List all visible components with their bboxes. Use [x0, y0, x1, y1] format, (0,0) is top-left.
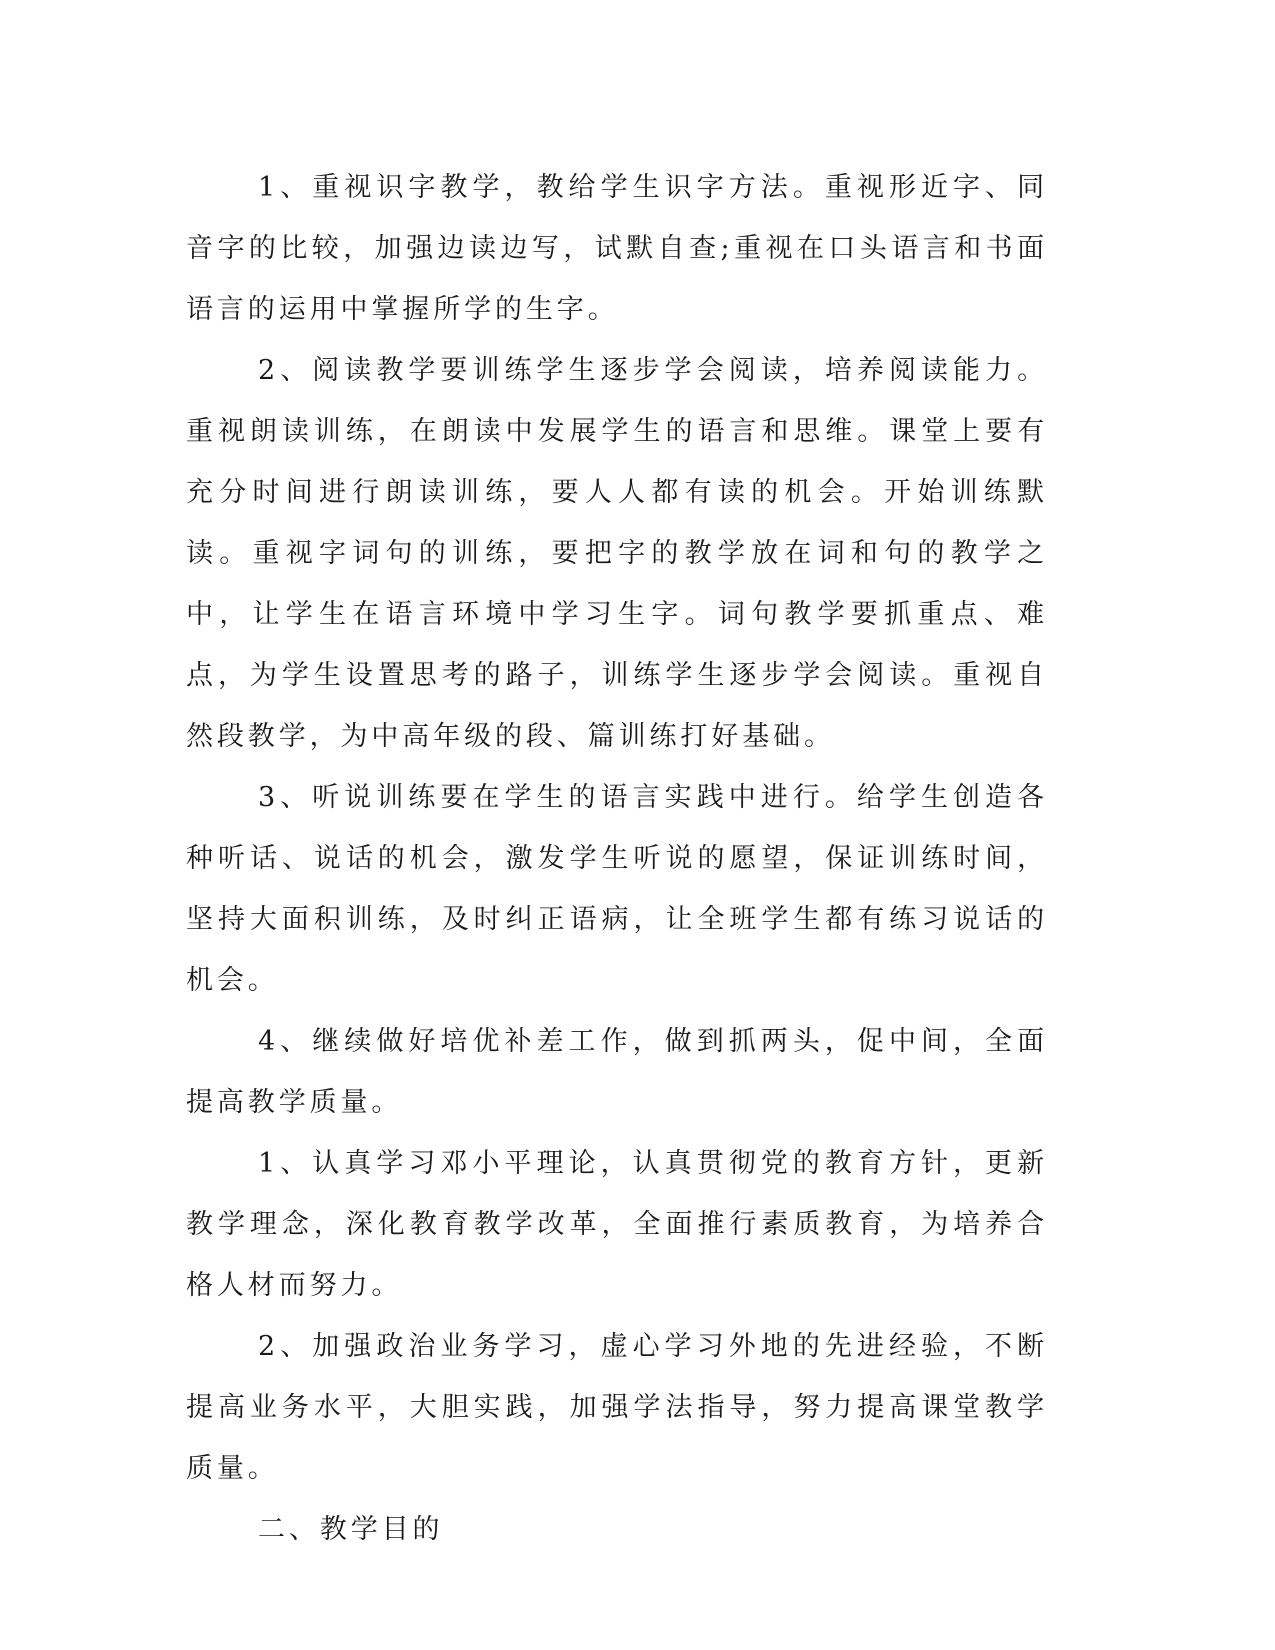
- paragraph-theory-study: 1、认真学习邓小平理论，认真贯彻党的教育方针，更新教学理念，深化教育教学改革，全面推行素质教育，为培养合格人材而努力。: [186, 1148, 1048, 1301]
- paragraph-listening-speaking: 3、听说训练要在学生的语言实践中进行。给学生创造各种听话、说话的机会，激发学生听说的愿望，保证训练时间，坚持大面积训练，及时纠正语病，让全班学生都有练习说话的机会。: [186, 782, 1048, 996]
- body-text: [186, 157, 1048, 1560]
- paragraph-professional-study: 2、加强政治业务学习，虚心学习外地的先进经验，不断提高业务水平，大胆实践，加强学法指导，努力提高课堂教学质量。: [186, 1331, 1048, 1484]
- section-heading-teaching-goals: 二、教学目的: [258, 1514, 444, 1545]
- paragraph-tutoring: 4、继续做好培优补差工作，做到抓两头，促中间，全面提高教学质量。: [186, 1026, 1048, 1118]
- paragraph-literacy: 1、重视识字教学，教给学生识字方法。重视形近字、同音字的比较，加强边读边写，试默自查;重视在口头语言和书面语言的运用中掌握所学的生字。: [186, 172, 1048, 325]
- paragraph-reading: 2、阅读教学要训练学生逐步学会阅读，培养阅读能力。重视朗读训练，在朗读中发展学生的语言和思维。课堂上要有充分时间进行朗读训练，要人人都有读的机会。开始训练默读。重视字词句的训练，要把字的教学放在词和句的教学之中，让学生在语言环境中学习生字。词句教学要抓重点、难点，为学生设置思考的路子，训练学生逐步学会阅读。重视自然段教学，为中高年级的段、篇训练打好基础。: [186, 355, 1048, 752]
